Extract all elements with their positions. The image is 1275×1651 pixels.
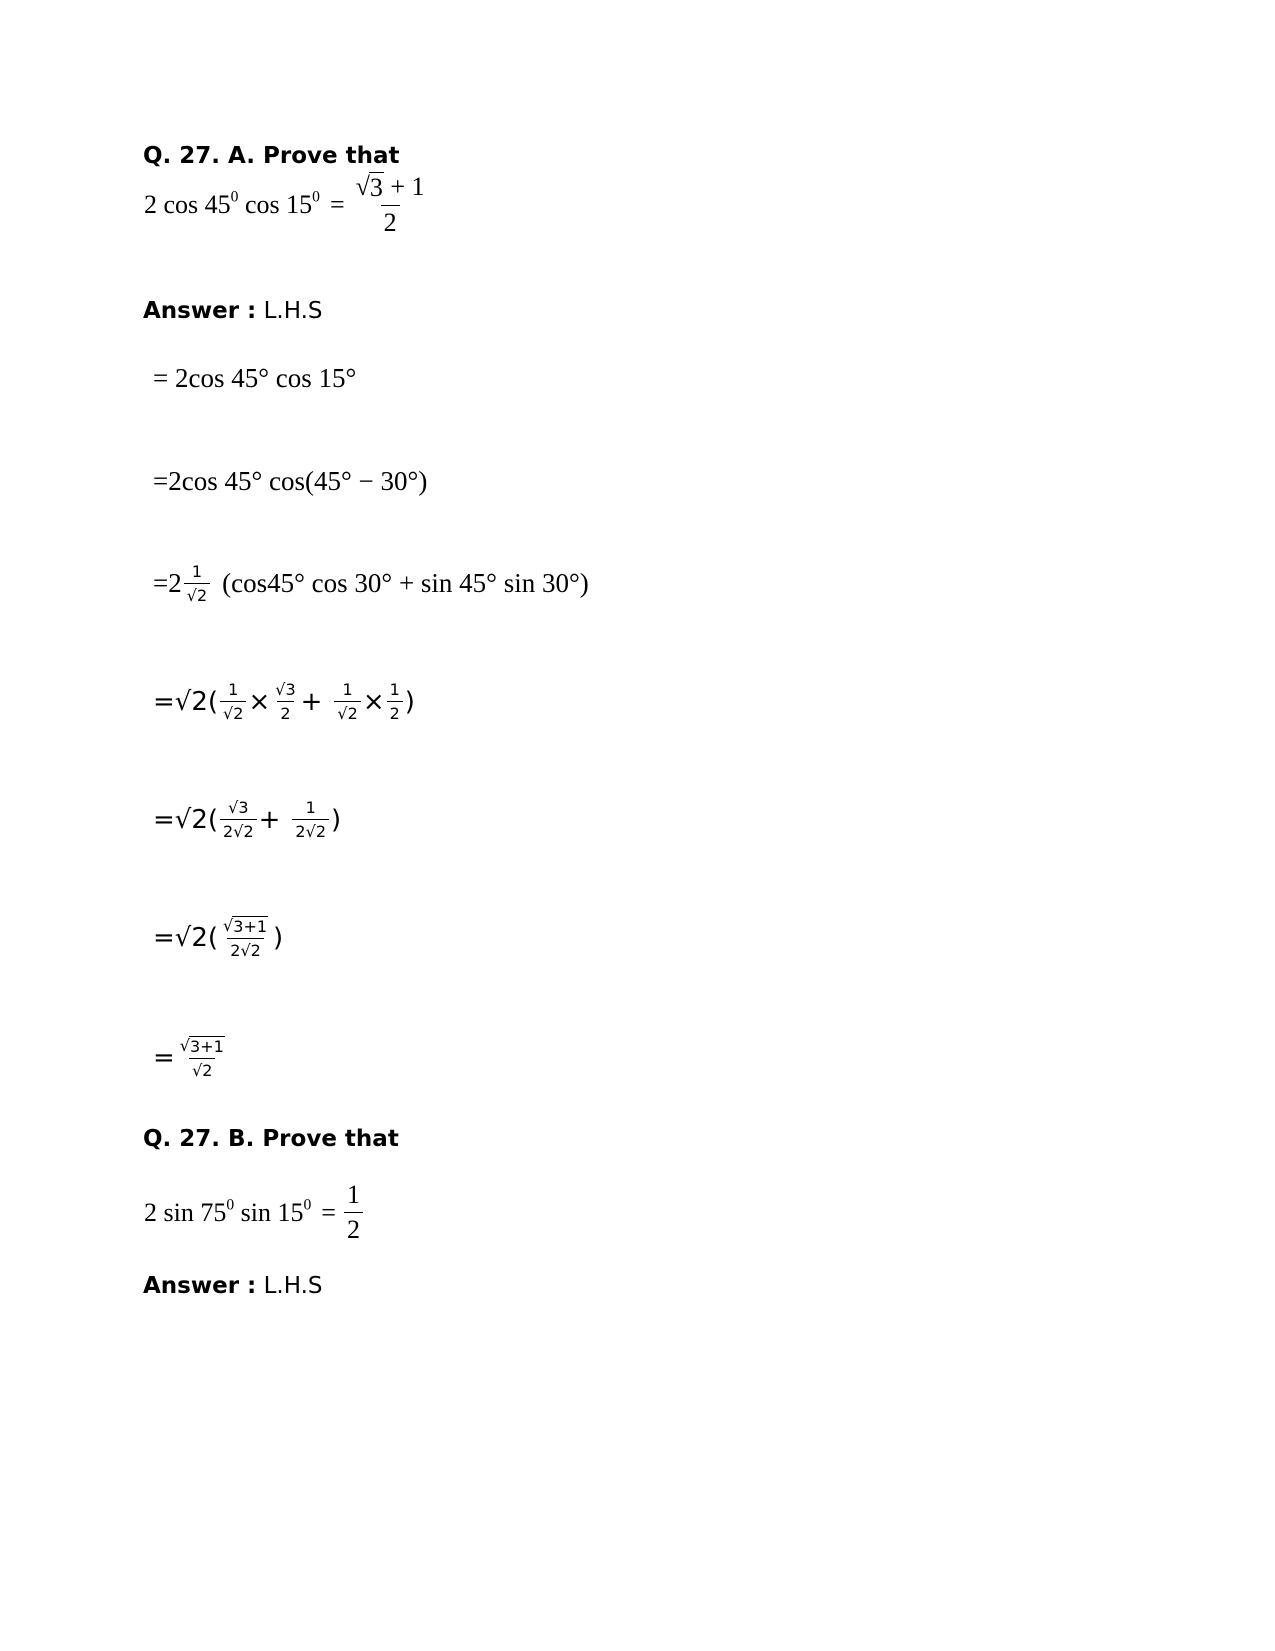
- plus-sign: +: [258, 804, 281, 835]
- fraction-denominator: √2: [220, 701, 246, 723]
- fraction-numerator: √3: [228, 798, 249, 817]
- statement-lhs: 2 $\sin 75^0$ $\sin 15^0$: [144, 1195, 312, 1227]
- close-paren: ): [404, 686, 415, 717]
- fraction-denominator: √2: [334, 701, 360, 723]
- close-paren: ): [273, 923, 284, 953]
- question-27b-heading: Q. 27. B. Prove that: [143, 1126, 399, 1152]
- fraction-numerator: 1: [305, 798, 316, 817]
- fraction-denominator: 2: [277, 701, 293, 723]
- step-2: =2cos 45° cos(45° − 30°): [153, 466, 428, 496]
- step-4-fraction-1: [220, 680, 246, 723]
- statement-rhs-fraction: [353, 172, 428, 238]
- close-paren: ): [331, 804, 342, 835]
- fraction-numerator: √ 3+1: [179, 1036, 224, 1056]
- step-3-fraction: [184, 562, 210, 605]
- answer-text: L.H.S: [263, 1273, 323, 1299]
- fraction-denominator: 2√2: [227, 938, 264, 960]
- step-6-prefix: =√2(: [153, 923, 219, 953]
- step-3: [153, 562, 589, 605]
- answer-text: L.H.S: [263, 298, 323, 324]
- fraction-denominator: √2: [184, 583, 210, 605]
- step-1: = 2cos 45° cos 15°: [153, 363, 357, 393]
- fraction-numerator: √ 3+1: [223, 916, 268, 936]
- fraction-denominator: √2: [189, 1058, 215, 1080]
- fraction-numerator: √ 3 + 1: [355, 172, 425, 202]
- step-6: [153, 916, 283, 960]
- answer-label: Answer :: [143, 1273, 257, 1299]
- times-sign: ×: [248, 686, 271, 717]
- step-3-expression: (cos45° cos 30° + sin 45° sin 30°): [222, 568, 589, 598]
- equals-sign: =: [321, 1197, 336, 1227]
- step-7-fraction: [177, 1036, 228, 1080]
- step-6-fraction: [220, 916, 271, 960]
- equals-sign: =: [153, 1043, 175, 1073]
- plus-sign: +: [300, 686, 323, 717]
- fraction-denominator: 2√2: [220, 819, 257, 841]
- answer-line-b: [143, 1273, 323, 1299]
- times-sign: ×: [362, 686, 385, 717]
- question-27a-heading: Q. 27. A. Prove that: [143, 143, 400, 169]
- fraction-denominator: 2: [387, 701, 403, 723]
- fraction-denominator: 2√2: [292, 819, 329, 841]
- question-27b-statement: [144, 1180, 365, 1245]
- fraction-denominator: 2: [344, 1212, 363, 1245]
- fraction-numerator: 1: [389, 680, 400, 699]
- step-4-fraction-2: [272, 680, 298, 723]
- step-5-fraction-2: [292, 798, 329, 841]
- step-4: [153, 680, 415, 723]
- answer-label: Answer :: [143, 298, 257, 324]
- equals-sign: =: [329, 190, 345, 219]
- step-7: [153, 1036, 230, 1080]
- step-4-fraction-3: [334, 680, 360, 723]
- step-5-prefix: =√2(: [153, 804, 219, 835]
- answer-line-a: [143, 298, 323, 324]
- statement-rhs-fraction: [344, 1180, 363, 1245]
- question-27a-statement: [144, 172, 430, 238]
- fraction-denominator: 2: [381, 205, 400, 238]
- fraction-numerator: 1: [228, 680, 239, 699]
- fraction-numerator: 1: [342, 680, 353, 699]
- step-4-fraction-4: [387, 680, 403, 723]
- fraction-numerator: √3: [275, 680, 296, 699]
- fraction-numerator: 1: [191, 562, 203, 581]
- step-5-fraction-1: [220, 798, 257, 841]
- step-5: [153, 798, 341, 841]
- step-4-prefix: =√2(: [153, 686, 219, 717]
- step-3-prefix: =2: [153, 568, 182, 598]
- statement-lhs: 2 $\cos 45^0$ $\cos 15^0$: [144, 188, 320, 219]
- fraction-numerator: 1: [346, 1180, 360, 1209]
